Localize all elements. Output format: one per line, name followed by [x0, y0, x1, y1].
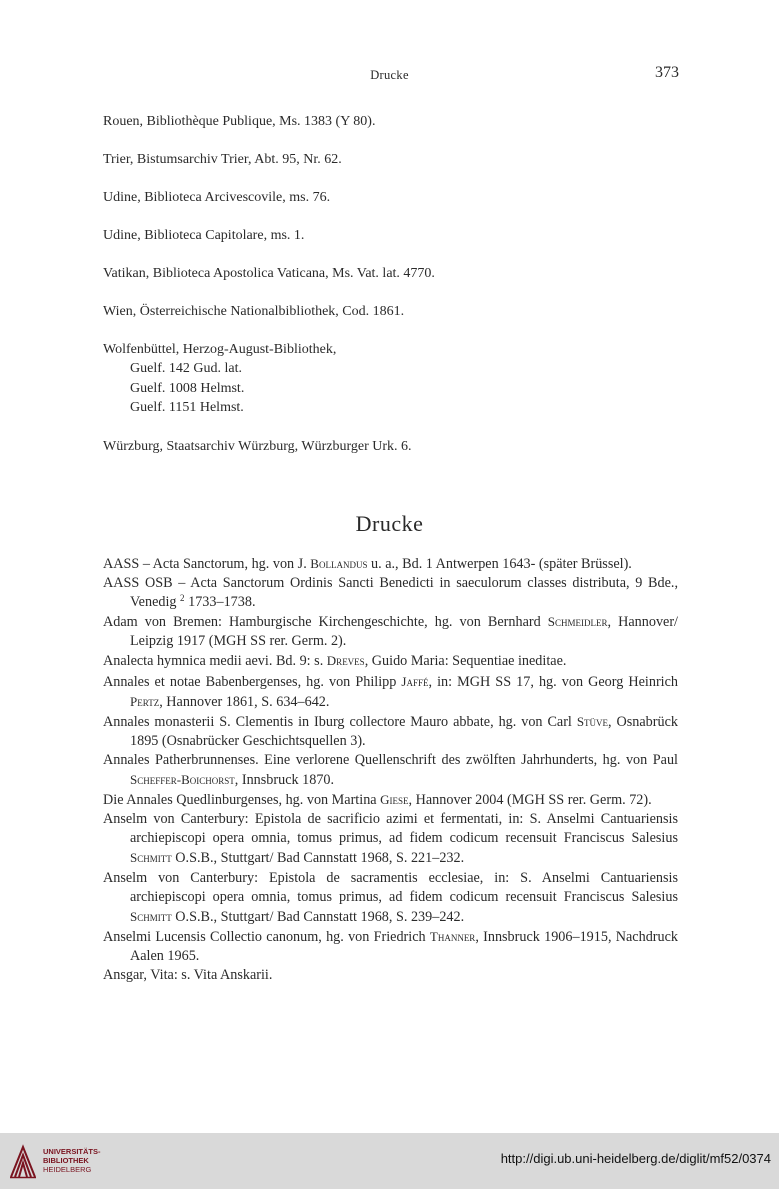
manuscript-subentry: Guelf. 142 Gud. lat.: [130, 361, 242, 376]
manuscript-entry: Wolfenbüttel, Herzog-August-Bibliothek,: [103, 342, 337, 357]
bib-entry: Anselm von Canterbury: Epistola de sacramentis ecclesiae, in: S. Anselmi Cantuariensis archiepiscopi opera omnia, tomus primus, ad fidem codicum recensuit Franciscus Salesius Schmitt O.S.B., Stuttgart/ Bad Cannstatt 1968, S. 239–242.: [103, 869, 678, 925]
bib-entry: Adam von Bremen: Hamburgische Kirchengeschichte, hg. von Bernhard Schmeidler, Hannover/ Leipzig 1917 (MGH SS rer. Germ. 2).: [103, 614, 678, 650]
page-number: 373: [655, 64, 679, 81]
bib-entry: Die Annales Quedlinburgenses, hg. von Martina Giese, Hannover 2004 (MGH SS rer. Germ. 72).: [103, 792, 652, 809]
manuscript-entry: Vatikan, Biblioteca Apostolica Vaticana, Ms. Vat. lat. 4770.: [103, 266, 435, 281]
library-logo-text: UNIVERSITÄTS- BIBLIOTHEK HEIDELBERG: [43, 1147, 101, 1174]
library-logo-icon: [9, 1143, 37, 1179]
manuscript-entry: Udine, Biblioteca Capitolare, ms. 1.: [103, 228, 305, 243]
author-name: Scheffer-Boichorst: [130, 772, 235, 788]
manuscript-entry: Rouen, Bibliothèque Publique, Ms. 1383 (Y 80).: [103, 114, 376, 129]
section-title: Drucke: [355, 511, 424, 536]
bibliography: [103, 554, 678, 985]
running-title: Drucke: [370, 68, 409, 82]
bib-entry: Analecta hymnica medii aevi. Bd. 9: s. Dreves, Guido Maria: Sequentiae ineditae.: [103, 653, 567, 670]
manuscript-subentry: Guelf. 1151 Helmst.: [130, 400, 244, 415]
manuscript-list: [103, 112, 683, 456]
bib-entry: Anselmi Lucensis Collectio canonum, hg. von Friedrich Thanner, Innsbruck 1906–1915, Nachdruck Aalen 1965.: [103, 928, 678, 964]
author-name: Giese: [380, 792, 409, 808]
bib-entry: Anselm von Canterbury: Epistola de sacrificio azimi et fermentati, in: S. Anselmi Cantuariensis archiepiscopi opera omnia, tomus primus, ad fidem codicum recensuit Franciscus Salesius Schmitt O.S.B., Stuttgart/ Bad Cannstatt 1968, S. 221–232.: [103, 811, 678, 867]
author-name: Thanner: [429, 928, 476, 944]
manuscript-entry: Udine, Biblioteca Arcivescovile, ms. 76.: [103, 190, 331, 205]
bib-entry: AASS – Acta Sanctorum, hg. von J. Bollandus u. a., Bd. 1 Antwerpen 1643- (später Brüssel).: [103, 556, 632, 572]
author-name: Jaffé: [401, 673, 429, 689]
author-name: Schmitt: [130, 908, 172, 924]
author-name: Schmitt: [130, 850, 172, 866]
bib-entry: Annales et notae Babenbergenses, hg. von Philipp Jaffé, in: MGH SS 17, hg. von Georg Heinrich Pertz, Hannover 1861, S. 634–642.: [103, 673, 678, 710]
author-name: Bollandus: [310, 556, 368, 571]
author-name: Dreves: [326, 653, 365, 669]
manuscript-subentry: Guelf. 1008 Helmst.: [130, 380, 245, 396]
edition-superscript: 2: [180, 593, 185, 604]
manuscript-entry: Trier, Bistumsarchiv Trier, Abt. 95, Nr. 62.: [103, 152, 342, 167]
bib-entry: AASS OSB – Acta Sanctorum Ordinis Sancti Benedicti in saeculorum classes distributa, 9 Bde., Venedig $^2$ 1733–1738.: [103, 575, 678, 611]
footer-url[interactable]: http://digi.ub.uni-heidelberg.de/diglit/mf52/0374: [500, 1151, 771, 1166]
author-name: Pertz: [130, 693, 160, 709]
bib-entry: Ansgar, Vita: s. Vita Anskarii.: [103, 966, 273, 983]
author-name: Schmeidler: [547, 614, 608, 630]
bib-entry: Annales Patherbrunnenses. Eine verlorene Quellenschrift des zwölften Jahrhunderts, hg. von Paul Scheffer-Boichorst, Innsbruck 1870.: [103, 751, 678, 789]
footer-bar: [0, 1133, 779, 1189]
bib-entry: Annales monasterii S. Clementis in Iburg collectore Mauro abbate, hg. von Carl Stüve, Osnabrück 1895 (Osnabrücker Geschichtsquellen 3).: [103, 713, 678, 749]
author-name: Stüve: [576, 713, 609, 729]
manuscript-entry: Wien, Österreichische Nationalbibliothek, Cod. 1861.: [103, 304, 405, 319]
manuscript-entry: Würzburg, Staatsarchiv Würzburg, Würzburger Urk. 6.: [103, 438, 412, 454]
